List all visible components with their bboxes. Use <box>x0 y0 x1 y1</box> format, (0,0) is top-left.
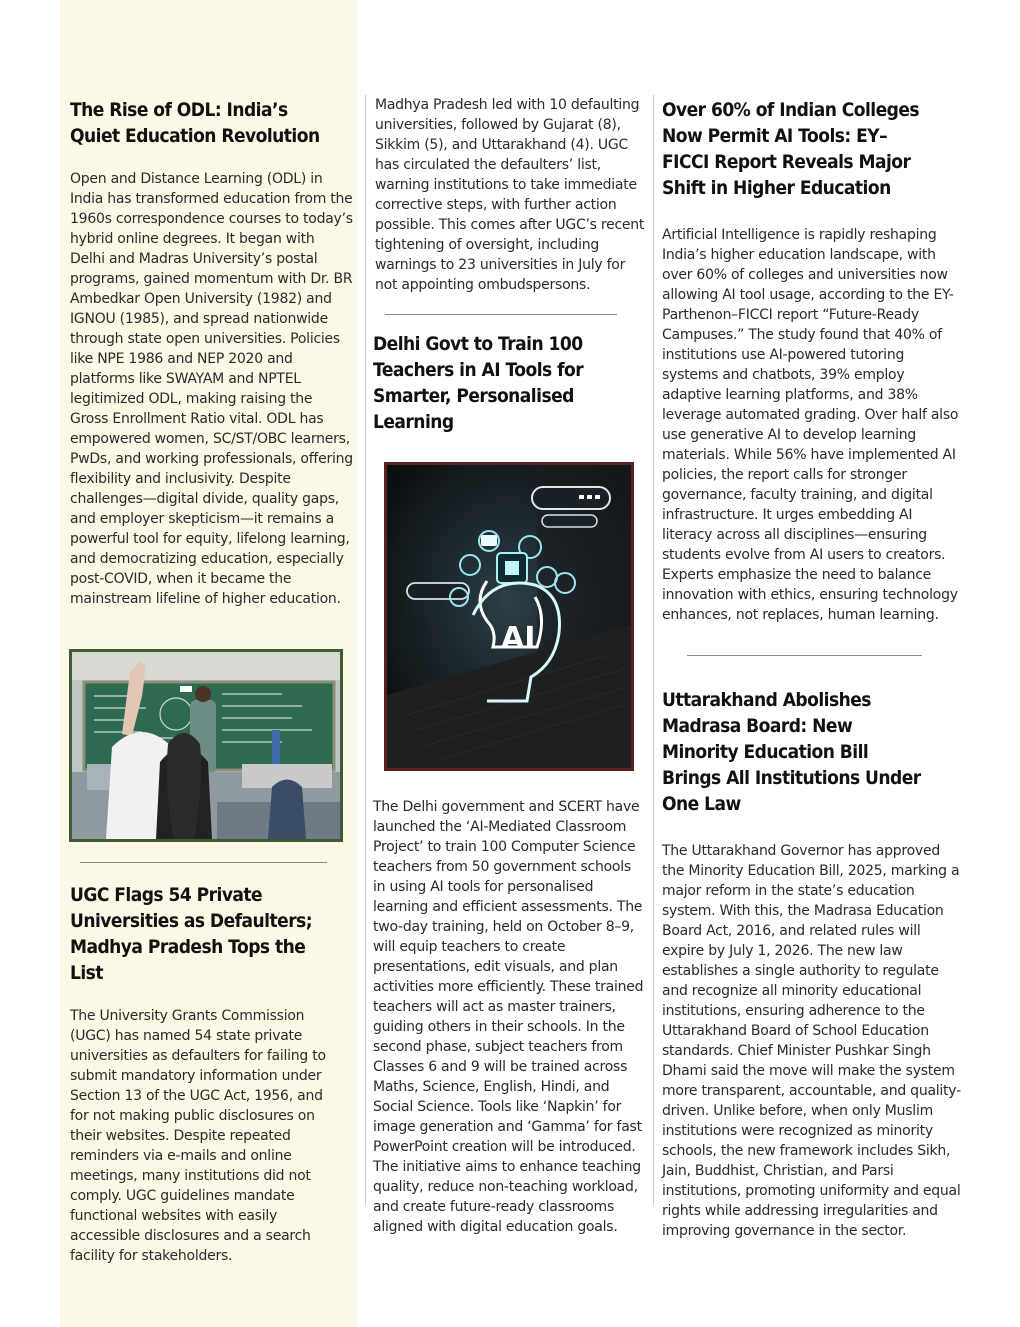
article-odl <box>70 97 353 609</box>
divider-ey-madrasa <box>687 655 922 656</box>
article-delhi-body: The Delhi government and SCERT have launched the ‘AI-Mediated Classroom Project’ to train 100 Computer Science teachers from 50 government schools in using AI tools for personalised learning and efficient assessments. The two-day training, held on October 8–9, will equip teachers to create presentations, edit visuals, and plan activities more efficiently. These trained teachers will act as master trainers, guiding others in their schools. In the second phase, subject teachers from Classes 6 and 9 will be trained across Maths, Science, English, Hindi, and Social Science. Tools like ‘Napkin’ for image generation and ‘Gamma’ for fast PowerPoint creation will be introduced. The initiative aims to enhance teaching quality, reduce non-teaching workload, and create future-ready classrooms aligned with digital education goals. <box>373 799 644 1235</box>
classroom-illustration <box>72 652 340 839</box>
article-ugc-continued <box>375 95 645 295</box>
article-madrasa <box>662 687 962 1241</box>
article-ugc-continued-body: Madhya Pradesh led with 10 defaulting universities, followed by Gujarat (8), Sikkim (5), and Uttarakhand (4). UGC has circulated the defaulters’ list, warning institutions to take immediate corrective steps, with further action possible. This comes after UGC’s recent tightening of oversight, including warnings to 23 universities in July for not appointing ombudspersons. <box>375 97 645 293</box>
article-ugc <box>70 882 350 1266</box>
article-ey-body: Artificial Intelligence is rapidly reshaping India’s higher education landscape, with over 60% of colleges and universities now allowing AI tool usage, according to the EY-Parthenon–FICCI report “Future-Ready Campuses.” The study found that 40% of institutions use AI-powered tutoring systems and chatbots, 39% employ adaptive learning platforms, and 38% leverage automated grading. Over half also use generative AI to develop learning materials. While 56% have implemented AI policies, the report calls for stronger governance, faculty training, and digital infrastructure. It urges embedding AI literacy across all disciplines—ensuring students evolve from AI users to creators. Experts emphasize the need to balance innovation with ethics, ensuring technology enhances, not replaces, human learning. <box>662 227 959 623</box>
article-ugc-title: UGC Flags 54 Private Universities as Defaulters; Madhya Pradesh Tops the List <box>70 884 313 984</box>
article-delhi-body-block <box>373 797 645 1237</box>
article-madrasa-title: Uttarakhand Abolishes Madrasa Board: New Minority Education Bill Brings All Institutions Under One Law <box>662 689 921 815</box>
classroom-photo <box>69 649 343 842</box>
article-ugc-body: The University Grants Commission (UGC) has named 54 state private universities as defaulters for failing to submit mandatory information under Section 13 of the UGC Act, 1956, and for not making public disclosures on their websites. Despite repeated reminders via e-mails and online meetings, many institutions did not comply. UGC guidelines mandate functional websites with easily accessible disclosures and a search facility for stakeholders. <box>70 1008 326 1264</box>
column-divider-left <box>365 95 366 1205</box>
article-odl-body: Open and Distance Learning (ODL) in India has transformed education from the 1960s correspondence courses to today’s hybrid online degrees. It began with Delhi and Madras University’s postal programs, gained momentum with Dr. BR Ambedkar Open University (1982) and IGNOU (1985), and spread nationwide through state open universities. Policies like NPE 1986 and NEP 2020 and platforms like SWAYAM and NPTEL legitimized ODL, making raising the Gross Enrollment Ratio vital. ODL has empowered women, SC/ST/OBC learners, PwDs, and working professionals, offering flexibility and inclusivity. Despite challenges—digital divide, quality gaps, and employer skepticism—it remains a powerful tool for equity, lifelong learning, and democratizing education, especially post-COVID, when it became the mainstream lifeline of higher education. <box>70 171 353 607</box>
article-madrasa-body: The Uttarakhand Governor has approved the Minority Education Bill, 2025, marking a major reform in the state’s education system. With this, the Madrasa Education Board Act, 2016, and related rules will expire by July 1, 2026. The new law establishes a single authority to regulate and recognize all minority educational institutions, ensuring adherence to the Uttarakhand Board of School Education standards. Chief Minister Pushkar Singh Dhami said the move will make the system more transparent, accountable, and quality-driven. Unlike before, when only Muslim institutions were recognized as minority schools, the new framework includes Sikh, Jain, Buddhist, Christian, and Parsi institutions, promoting uniformity and equal rights while addressing irregularities and improving governance in the sector. <box>662 843 961 1239</box>
article-delhi <box>373 331 643 435</box>
divider-odl-ugc <box>80 862 327 863</box>
column-divider-right <box>653 95 654 1205</box>
divider-ugc-delhi <box>385 314 617 315</box>
article-ey-title: Over 60% of Indian Colleges Now Permit AI Tools: EY–FICCI Report Reveals Major Shift in Higher Education <box>662 99 920 199</box>
ai-image-label: AI <box>501 621 536 656</box>
article-delhi-title: Delhi Govt to Train 100 Teachers in AI Tools for Smarter, Personalised Learning <box>373 333 584 433</box>
article-ey <box>662 97 962 625</box>
ai-photo <box>384 462 634 771</box>
article-odl-title: The Rise of ODL: India’s Quiet Education Revolution <box>70 99 320 147</box>
ai-illustration <box>387 465 631 768</box>
